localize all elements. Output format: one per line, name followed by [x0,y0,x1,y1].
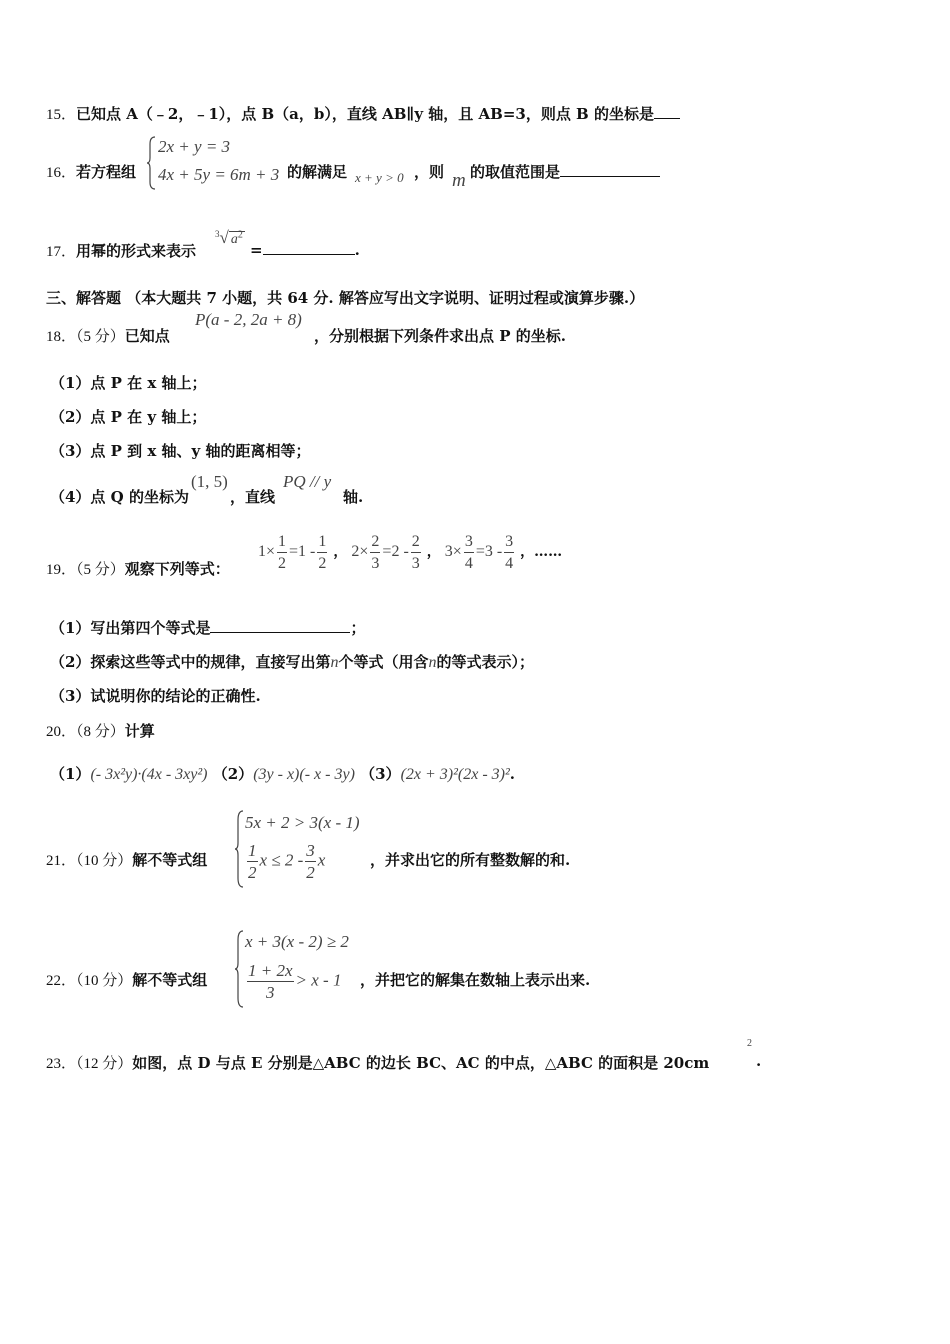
system-brace [147,136,157,190]
question-text: 已知点 A（﹣2，﹣1），点 B（a，b），直线 AB∥y 轴，且 AB=3，则点 B 的坐标是 [76,105,654,123]
question-number: 21． [46,853,77,869]
sub-question-3: （3）点 P 到 x 轴、y 轴的距离相等； [50,442,311,460]
equation-2: 4x + 5y = 6m + 3 [158,165,280,184]
condition: x + y > 0 [355,170,404,185]
expression-1: (- 3x²y)·(4x - 3xy²) [90,766,208,783]
question-16-end [470,161,660,182]
answer-blank [263,240,355,255]
expression-2: (3y - x)(- x - 3y) [253,766,355,783]
example-equations: 1× $\frac{1}{2}$ =1 - $\frac{1}{2}$ ， 2× $\frac{2}{3}$ =2 - $\frac{2}{3}$ ， 3× $\frac{3}{4}$ =3 - $\frac{3}{4}$ ，…… [258,533,563,572]
sub-question-4-end [343,486,363,507]
question-number: 23． [46,1056,77,1072]
question-text: 解不等式组 [132,851,208,869]
question-text: 用幂的形式来表示 [76,242,197,260]
expression-3: (2x + 3)²(2x - 3)² [400,766,510,783]
variable-n: n [428,654,437,671]
question-text: 的解满足 [287,163,348,181]
equation-2: 2× $\frac{2}{3}$ =2 - $\frac{2}{3}$ [351,533,420,572]
radical-sign: √ [219,228,229,247]
question-points: （10 分） [76,973,133,989]
inequality-2: $\frac{1 + 2x}{3}$ > x - 1 [248,961,342,1002]
question-23-end: . [756,1052,762,1070]
question-21-end [370,849,570,870]
question-text: 如图，点 D 与点 E 分别是△ABC 的边长 BC、AC 的中点，△ABC 的面积是 20cm [132,1054,710,1072]
question-text: ，则 [414,163,445,181]
parallel-relation: PQ // y [283,472,332,491]
question-number: 20． [46,724,77,740]
question-22-end [360,969,590,990]
question-points: （5 分） [76,329,125,345]
question-text: （4）点 Q 的坐标为 [50,488,189,506]
question-18-end [314,325,566,346]
system-brace [235,810,245,888]
question-text: ，直线 [230,488,276,506]
question-21 [46,849,207,870]
question-20 [46,720,155,741]
question-23 [46,1052,709,1073]
question-text: ，并把它的解集在数轴上表示出来. [360,971,591,989]
sub-question-2: （2）探索这些等式中的规律，直接写出第n个等式（用含n的等式表示）； [50,653,534,671]
question-16-cont [287,161,347,182]
sub-question-3: （3）试说明你的结论的正确性. [50,687,261,705]
question-points: （8 分） [76,724,125,740]
answer-blank [210,618,350,633]
question-text: 计算 [124,722,155,740]
sub-question-4-mid [230,486,275,507]
question-text: 解不等式组 [132,971,208,989]
inequality-2: $\frac{1}{2}$ x ≤ 2 - $\frac{3}{2}$ x [248,841,326,882]
question-number: 17． [46,244,77,260]
question-text: 若方程组 [76,163,137,181]
sub-question-1: （1）点 P 在 x 轴上； [50,374,207,392]
question-text: ，并求出它的所有整数解的和. [370,851,571,869]
equation-1: 1× $\frac{1}{2}$ =1 - $\frac{1}{2}$ [258,533,327,572]
answer-blank [560,162,660,177]
question-17 [46,240,196,261]
question-22 [46,969,207,990]
variable-n: n [330,654,339,671]
inequality-1: x + 3(x - 2) ≥ 2 [245,932,349,951]
inequality-1: 5x + 2 > 3(x - 1) [245,813,360,832]
question-number: 15． [46,107,77,123]
answer-blank [654,104,680,119]
point-p: P(a - 2, 2a + 8) [195,310,302,329]
sub-question-4 [50,486,189,507]
question-number: 16． [46,165,77,181]
root-index: 3 [215,229,220,239]
equation-1: 2x + y = 3 [158,137,231,156]
question-17-end: = . [250,241,360,259]
question-points: （10 分） [76,853,133,869]
superscript-2: 2 [747,1038,752,1049]
question-text: ，分别根据下列条件求出点 P 的坐标. [314,327,566,345]
radical-expression [215,228,245,248]
question-16 [46,161,136,182]
question-number: 18． [46,329,77,345]
question-16-tail [414,161,444,182]
question-text: 已知点 [124,327,170,345]
question-points: （12 分） [76,1056,133,1072]
question-18 [46,325,170,346]
question-15 [46,103,680,124]
equals-sign: = [250,241,263,259]
equation-3: 3× $\frac{3}{4}$ =3 - $\frac{3}{4}$ [444,533,514,572]
point-q: (1, 5) [191,472,228,491]
question-19 [46,558,230,579]
question-text: 轴. [343,488,364,506]
variable-m: m [452,170,466,191]
section-title: 三、解答题 （本大题共 7 小题，共 64 分. 解答应写出文字说明、证明过程或演算步骤.） [46,289,645,307]
radicand: $a^2$ [230,229,243,247]
question-text: 观察下列等式： [124,560,230,578]
question-text: 的取值范围是 [470,163,561,181]
system-brace [235,930,245,1008]
question-number: 19． [46,562,77,578]
sub-question-1: （1）写出第四个等式是 ； [50,619,366,637]
question-number: 22． [46,973,77,989]
question-points: （5 分） [76,562,125,578]
sub-question-2: （2）点 P 在 y 轴上； [50,408,207,426]
question-20-parts: （1）(- 3x²y)·(4x - 3xy²) （2）(3y - x)(- x - 3y) （3）(2x + 3)²(2x - 3)². [50,765,516,783]
